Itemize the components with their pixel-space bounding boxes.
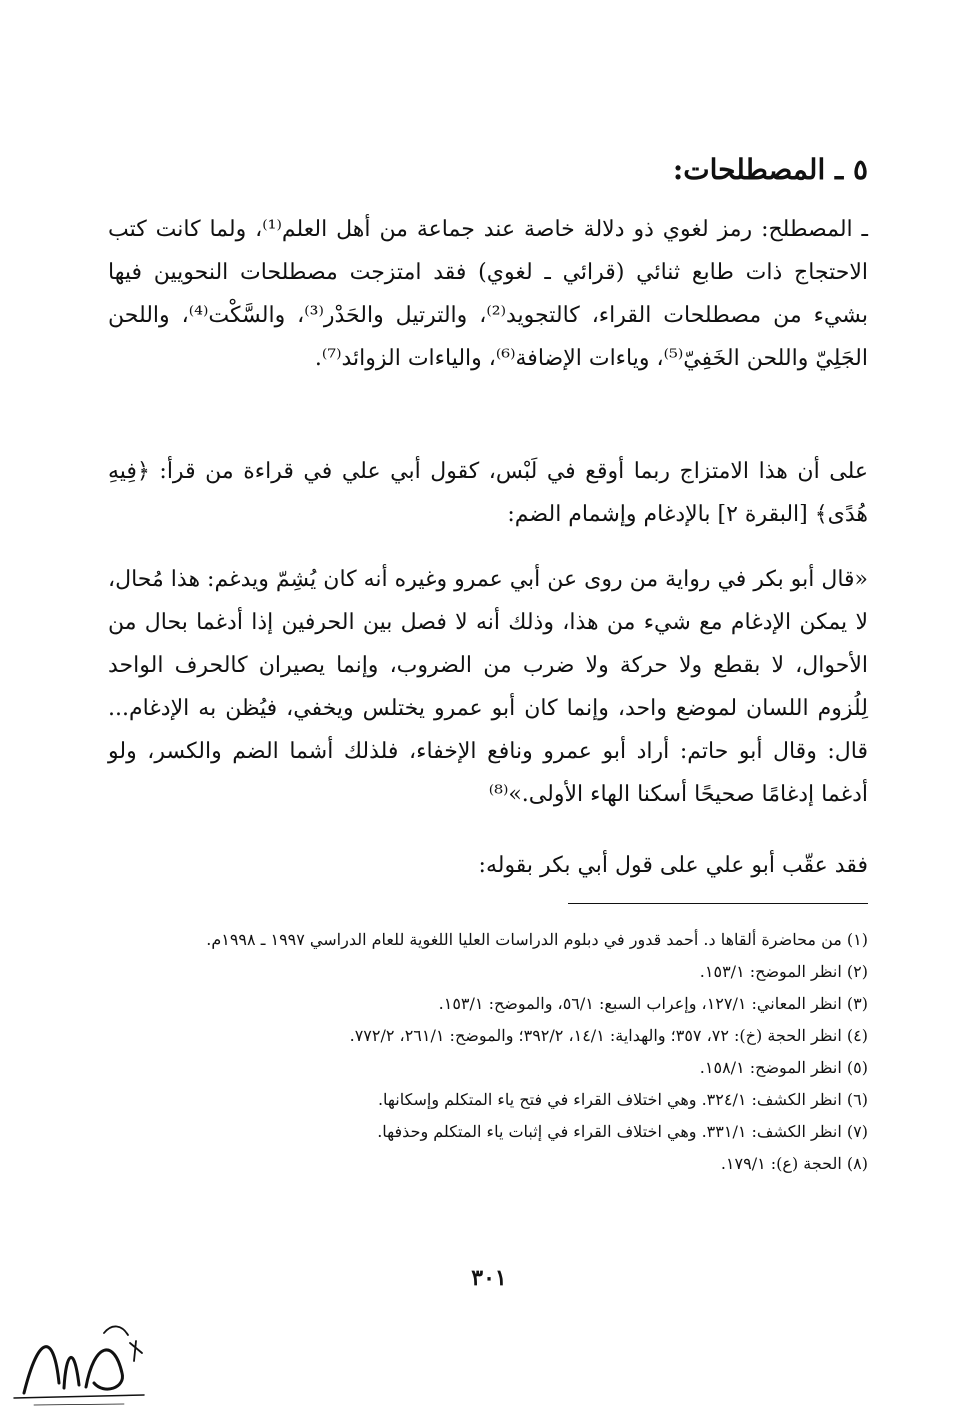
body-paragraph [108,844,868,887]
footnote-item: (٦) انظر الكشف: ٣٢٤/١. وهي اختلاف القراء في فتح ياء المتكلم وإسكانها. [377,1090,868,1109]
paragraph-text: فقد عقّب أبو علي على قول أبي بكر بقوله: [478,853,868,878]
paragraph-text: «قال أبو بكر في رواية من روى عن أبي عمرو وغيره أنه كان يُشِمّ ويدغم: هذا مُحال، لا يمكن الإدغام مع شيء من هذا، وذلك أنه لا فصل بين الحرفين إذا أدغما بحال من الأحوال، لا بقطع ولا حركة ولا ضرب من الضروب، وإنما يصيران كالحرف الواحد لِلُزوم اللسان لموضع واحد، وإنما كان أبو عمرو يختلس ويخفي، فيُظن به الإدغام... قال: وقال أبو حاتم: أراد أبو عمرو ونافع الإخفاء، فلذلك أشما الضم والكسر، ولو أدغما إدغامًا صحيحًا أسكنا الهاء الأولى.»⁽⁸⁾ [108,567,868,807]
paragraph-text: ـ المصطلح: رمز لغوي ذو دلالة خاصة عند جماعة من أهل العلم⁽¹⁾، ولما كانت كتب الاحتجاج ذات طابع ثنائي (قرائي ـ لغوي) فقد امتزجت مصطلحات النحويين فيها بشيء من مصطلحات القراء، كالتجويد⁽²⁾، والترتيل والحَدْر⁽³⁾، والسَّكْت⁽⁴⁾، واللحن الجَلِيّ واللحن الخَفِيّ⁽⁵⁾، وياءات الإضافة⁽⁶⁾، والياءات الزوائد⁽⁷⁾. [108,217,868,371]
footnote-item: (٧) انظر الكشف: ٣٣١/١. وهي اختلاف القراء في إثبات ياء المتكلم وحذفها. [377,1122,868,1141]
footnote-item: (٣) انظر المعاني: ١٢٧/١، وإعراب السبع: ٥٦/١، والموضح: ١٥٣/١. [438,994,868,1013]
footnote-item: (٥) انظر الموضح: ١٥٨/١. [699,1058,868,1077]
footnotes-list [103,925,868,1181]
footnote-item: (١) من محاضرة ألقاها د. أحمد قدور في دبلوم الدراسات العليا اللغوية للعام الدراسي ١٩٩٧ ـ ١٩٩٨م. [206,930,868,949]
body-paragraph [108,208,868,380]
footnote-item: (٤) انظر الحجة (خ): ٧٢، ٣٥٧؛ والهداية: ١٤/١، ٣٩٢/٢؛ والموضح: ٢٦١/١، ٧٧٢/٢. [349,1026,868,1045]
calligraphy-stamp-logo [4,1313,154,1411]
paragraph-text: على أن هذا الامتزاج ربما أوقع في لَبْس، كقول أبي علي في قراءة من قرأ: ﴿فِيهِ هُدًى﴾ [البقرة ٢] بالإدغام وإشمام الضم: [108,459,868,527]
footnote-item: (٢) انظر الموضح: ١٥٣/١. [699,962,868,981]
section-heading: ٥ ـ المصطلحات: [672,153,868,186]
body-paragraph [108,450,868,536]
footnote-item: (٨) الحجة (ع): ١٧٩/١. [720,1154,868,1173]
footnote-separator [568,903,868,904]
page-number: ٣٠١ [471,1265,507,1291]
quote-paragraph [108,558,868,816]
